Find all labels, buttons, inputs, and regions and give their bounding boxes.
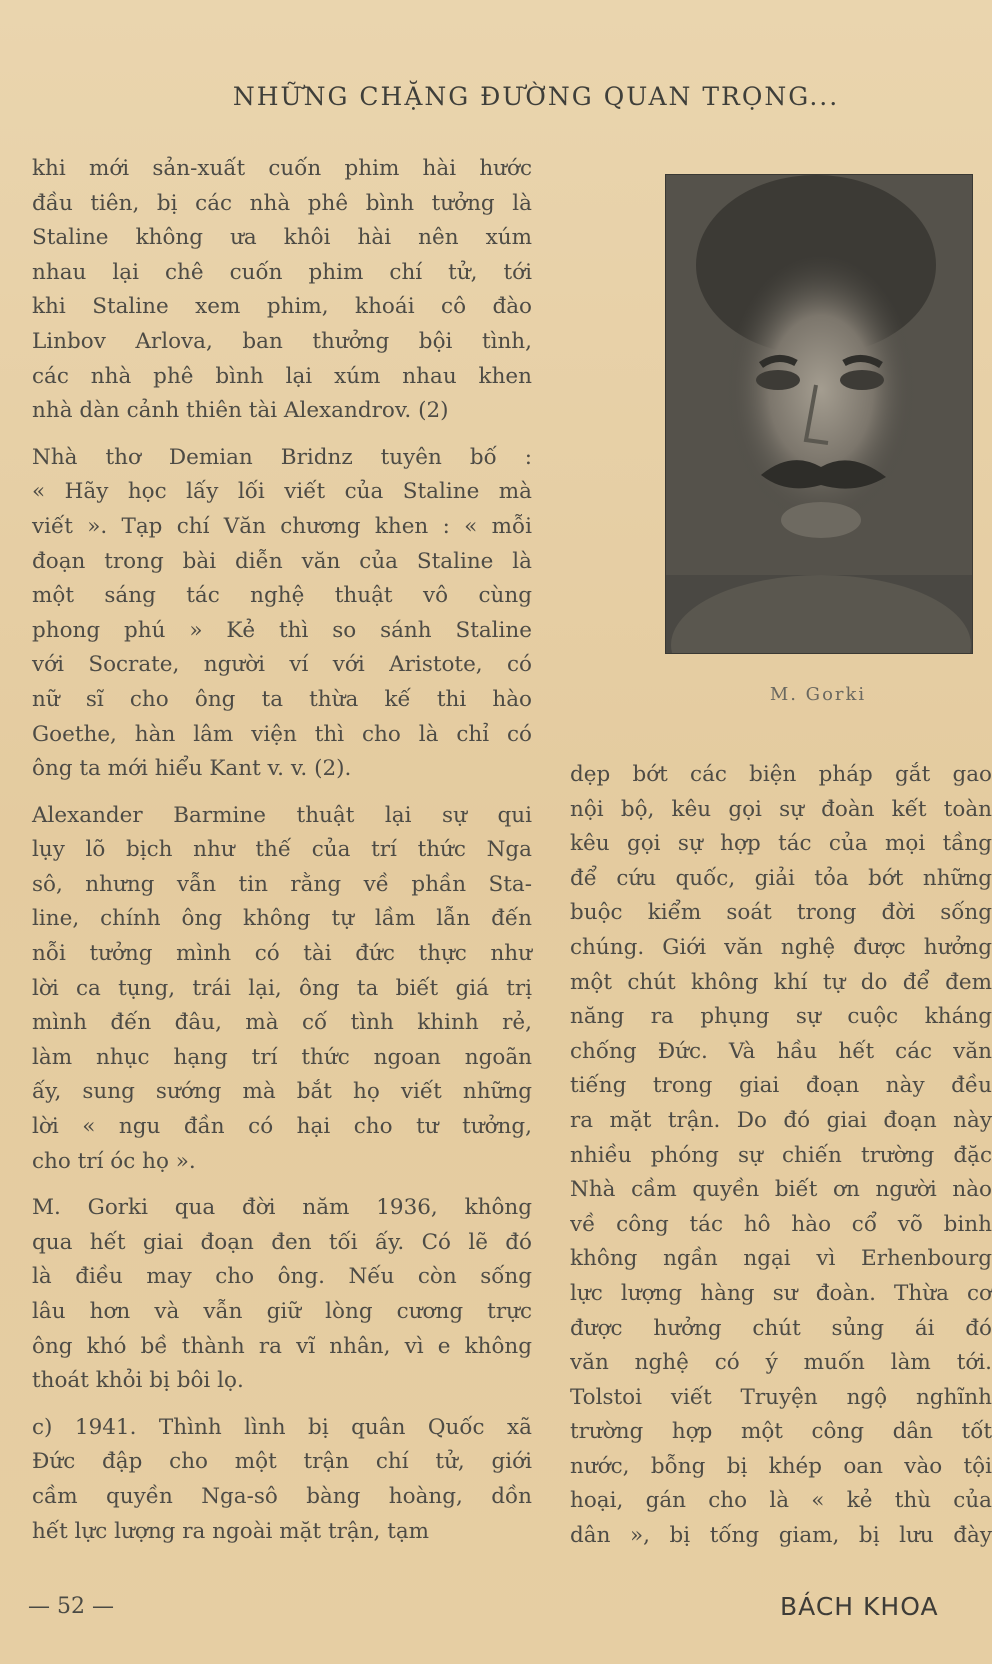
text-line: là điều may cho ông. Nếu còn sống — [32, 1264, 532, 1290]
text-line: Goethe, hàn lâm viện thì cho là chỉ có — [32, 721, 532, 747]
text-line: một chút không khí tự do để đem — [570, 969, 992, 995]
text-line: Linbov Arlova, ban thưởng bội tình, — [32, 328, 532, 354]
text-line: với Socrate, người ví với Aristote, có — [32, 652, 532, 678]
text-line: Nhà cầm quyền biết ơn người nào — [570, 1177, 992, 1203]
text-line: ông ta mới hiểu Kant v. v. (2). — [32, 756, 352, 782]
text-line: chống Đức. Và hầu hết các văn — [570, 1038, 992, 1064]
text-line: ra mặt trận. Do đó giai đoạn này — [570, 1107, 992, 1133]
text-line: dẹp bớt các biện pháp gắt gao — [570, 762, 992, 787]
text-line: khi mới sản-xuất cuốn phim hài hước — [32, 156, 532, 181]
running-head: NHỮNG CHẶNG ĐƯỜNG QUAN TRỌNG... — [232, 82, 840, 111]
text-line: Staline không ưa khôi hài nên xúm — [32, 225, 532, 251]
text-line: mình đến đâu, mà cố tình khinh rẻ, — [32, 1010, 532, 1036]
text-line: c) 1941. Thình lình bị quân Quốc xã — [32, 1414, 532, 1440]
text-line: về công tác hô hào cổ võ binh — [570, 1211, 992, 1237]
paragraph — [32, 1411, 532, 1549]
text-line: nội bộ, kêu gọi sự đoàn kết toàn — [570, 796, 992, 822]
text-line: cầm quyền Nga-sô bàng hoàng, dồn — [32, 1483, 532, 1509]
text-line: lời ca tụng, trái lại, ông ta biết giá trị — [32, 975, 532, 1001]
paragraph — [32, 799, 532, 1180]
text-line: viết ». Tạp chí Văn chương khen : « mỗi — [32, 513, 532, 539]
text-line: Nhà thơ Demian Bridnz tuyên bố : — [32, 444, 532, 470]
text-line: nhau lại chê cuốn phim chí tử, tới — [32, 259, 532, 285]
text-line: đoạn trong bài diễn văn của Staline là — [32, 548, 532, 574]
text-line: văn nghệ có ý muốn làm tới. — [570, 1350, 992, 1376]
text-line: không ngần ngại vì Erhenbourg — [570, 1246, 992, 1272]
text-line: được hưởng chút sủng ái đó — [570, 1315, 992, 1341]
text-line: lụy lõ bịch như thế của trí thức Nga — [32, 837, 532, 863]
text-line: làm nhục hạng trí thức ngoan ngoãn — [32, 1044, 532, 1070]
text-line: khi Staline xem phim, khoái cô đào — [32, 294, 532, 320]
text-line: chúng. Giới văn nghệ được hưởng — [570, 934, 992, 960]
paragraph-gap — [32, 1399, 532, 1411]
text-line: lời « ngu đần có hại cho tư tưởng, — [32, 1114, 532, 1140]
text-line: nữ sĩ cho ông ta thừa kế thi hào — [32, 686, 532, 712]
text-line: hết lực lượng ra ngoài mặt trận, tạm — [32, 1518, 430, 1544]
text-line: nước, bỗng bị khép oan vào tội — [570, 1453, 992, 1479]
text-line: Đức đập cho một trận chí tử, giới — [32, 1449, 532, 1475]
paragraph — [32, 152, 532, 429]
text-line: tiếng trong giai đoạn này đều — [570, 1073, 992, 1099]
photo-caption: M. Gorki — [769, 684, 867, 705]
text-line: đầu tiên, bị các nhà phê bình tưởng là — [32, 190, 532, 216]
paragraph-gap — [32, 429, 532, 441]
paragraph — [32, 441, 532, 787]
right-column — [570, 758, 992, 1554]
paragraph-gap — [32, 787, 532, 799]
text-line: kêu gọi sự hợp tác của mọi tầng — [570, 831, 992, 857]
text-line: line, chính ông không tự lầm lẫn đến — [32, 906, 532, 932]
text-line: các nhà phê bình lại xúm nhau khen — [32, 363, 532, 389]
text-line: lâu hơn và vẫn giữ lòng cương trực — [32, 1299, 532, 1324]
text-line: năng ra phụng sự cuộc kháng — [570, 1004, 992, 1030]
text-line: nhà dàn cảnh thiên tài Alexandrov. (2) — [32, 398, 449, 424]
text-line: cho trí óc họ ». — [32, 1148, 196, 1174]
text-line: trường hợp một công dân tốt — [570, 1419, 992, 1445]
text-line: nỗi tưởng mình có tài đức thực như — [32, 941, 532, 967]
text-line: Tolstoi viết Truyện ngộ nghĩnh — [570, 1384, 992, 1410]
text-line: phong phú » Kẻ thì so sánh Staline — [32, 617, 532, 643]
text-line: sô, nhưng vẫn tin rằng về phần Sta- — [32, 871, 532, 897]
text-line: ấy, sung sướng mà bắt họ viết những — [32, 1079, 532, 1105]
portrait-image — [666, 175, 972, 653]
text-line: qua hết giai đoạn đen tối ấy. Có lẽ đó — [32, 1229, 532, 1255]
text-line: « Hãy học lấy lối viết của Staline mà — [32, 479, 532, 505]
text-line: thoát khỏi bị bôi lọ. — [32, 1368, 244, 1394]
paragraph — [32, 1191, 532, 1399]
paragraph-gap — [32, 1179, 532, 1191]
text-line: nhiều phóng sự chiến trường đặc — [570, 1142, 992, 1168]
left-column — [32, 152, 532, 1549]
page-number: — 52 — — [28, 1594, 114, 1619]
gorki-photo — [665, 174, 973, 654]
text-line: M. Gorki qua đời năm 1936, không — [32, 1195, 532, 1221]
text-line: một sáng tác nghệ thuật vô cùng — [32, 583, 532, 609]
text-line: lực lượng hàng sư đoàn. Thừa cơ — [570, 1280, 992, 1306]
magazine-name: BÁCH KHOA — [780, 1592, 939, 1621]
text-line: buộc kiểm soát trong đời sống — [570, 900, 992, 926]
text-line: Alexander Barmine thuật lại sự qui — [32, 802, 532, 828]
text-line: dân », bị tống giam, bị lưu đày — [570, 1523, 992, 1549]
text-line: hoại, gán cho là « kẻ thù của — [570, 1488, 992, 1514]
text-line: ông khó bề thành ra vĩ nhân, vì e không — [32, 1333, 532, 1359]
text-line: để cứu quốc, giải tỏa bớt những — [570, 865, 992, 891]
